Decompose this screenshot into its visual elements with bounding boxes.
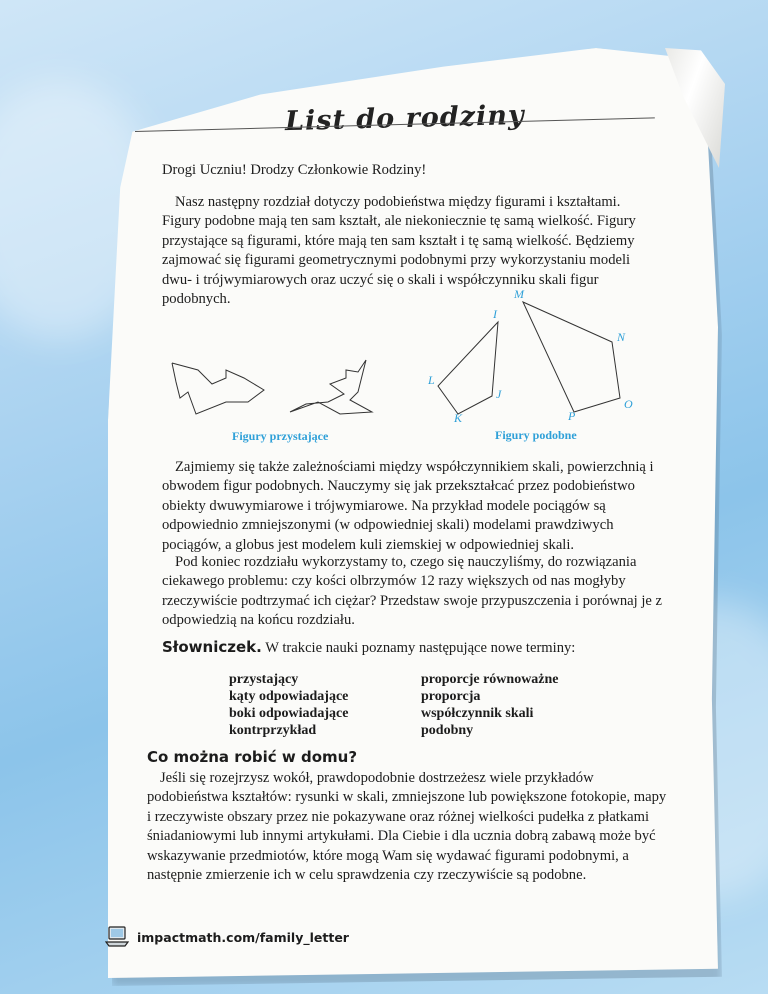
computer-icon bbox=[105, 926, 131, 948]
vertex-label-K: K bbox=[454, 411, 463, 425]
greeting: Drogi Uczniu! Drodzy Członkowie Rodziny! bbox=[162, 162, 427, 178]
congruent-figure-left bbox=[172, 363, 264, 414]
glossary-term: przystający bbox=[229, 672, 299, 687]
glossary-term: współczynnik skali bbox=[421, 706, 534, 721]
glossary-term: proporcja bbox=[421, 689, 481, 704]
scale-paragraph: Zajmiemy się także zależnościami między współczynnikiem skali, powierzchnią i obwodem figur podobnych. Nauczymy się jak przekształcać przez podobieństwo obiekty dwuwymiarowe i trójwymiarowe. Na przykład modele pociągów są odpowiednio zmniejszonymi (w odpowiedniej skali) modelami prawdziwych pociągów, a globus jest modelem kuli ziemskiej w odpowiedniej skali. bbox=[162, 459, 654, 553]
vertex-label-P: P bbox=[568, 409, 576, 423]
glossary-term: boki odpowiadające bbox=[229, 706, 349, 721]
glossary-term: podobny bbox=[421, 723, 474, 738]
glossary-intro-text: W trakcie nauki poznamy następujące nowe terminy: bbox=[265, 640, 576, 656]
vertex-label-J: J bbox=[496, 387, 502, 401]
glossary-heading: Słowniczek. bbox=[162, 638, 262, 656]
vertex-label-L: L bbox=[428, 373, 435, 387]
vertex-label-N: N bbox=[617, 330, 626, 344]
vertex-label-M: M bbox=[514, 287, 524, 301]
footer-url[interactable]: impactmath.com/family_letter bbox=[137, 929, 349, 945]
glossary-term: proporcje równoważne bbox=[421, 672, 559, 687]
glossary-terms-right bbox=[421, 671, 559, 739]
glossary-intro bbox=[162, 638, 682, 657]
home-heading: Co można robić w domu? bbox=[147, 748, 358, 766]
glossary-term: kontrprzykład bbox=[229, 723, 317, 738]
home-paragraph: Jeśli się rozejrzysz wokół, prawdopodobnie dostrzeżesz wiele przykładów podobieństwa kształtów: rysunki w skali, zmniejszone lub powiększone fotokopie, mapy i rzeczywiste obszary przez nie pokazywane oraz różnej wielkości pudełka z płatkami śniadaniowymi lub innymi artykułami. Dla Ciebie i dla ucznia dobrą zabawą może być wskazywanie przedmiotów, które mogą Wam się wydawać figurami podobnymi, a następnie zmierzenie ich w celu sprawdzenia czy rzeczywiście są podobne. bbox=[147, 770, 667, 884]
congruent-figure-right bbox=[290, 360, 372, 414]
giants-paragraph: Pod koniec rozdziału wykorzystamy to, czego się nauczyliśmy, do rozwiązania ciekawego problemu: czy kości olbrzymów 12 razy większych od nas mogłyby rzeczywiście podtrzymać ich ciężar? Przedstaw swoje przypuszczenia i porównaj je z odpowiedzią na końcu rozdziału. bbox=[162, 554, 662, 629]
vertex-label-O: O bbox=[624, 397, 633, 411]
vertex-label-I: I bbox=[493, 307, 497, 321]
glossary-term: kąty odpowiadające bbox=[229, 689, 349, 704]
congruent-label: Figury przystające bbox=[232, 429, 329, 443]
glossary-terms-left bbox=[229, 671, 348, 739]
similar-figure-large bbox=[523, 302, 620, 412]
page-title: List do rodziny bbox=[284, 99, 525, 138]
similar-figure-small bbox=[438, 322, 498, 414]
similar-label: Figury podobne bbox=[495, 428, 577, 442]
footer-link[interactable] bbox=[105, 926, 349, 948]
intro-paragraph: Nasz następny rozdział dotyczy podobieństwa między figurami i kształtami. Figury podobne mają ten sam kształt, ale niekoniecznie tę samą wielkość. Figury przystające są figurami, które mają ten sam kształt i tę samą wielkość. Będziemy zajmować się figurami geometrycznymi podobnymi przy wykorzystaniu modeli dwu- i trójwymiarowych oraz uczyć się o skali i współczynniku skali figur podobnych. bbox=[162, 194, 636, 308]
